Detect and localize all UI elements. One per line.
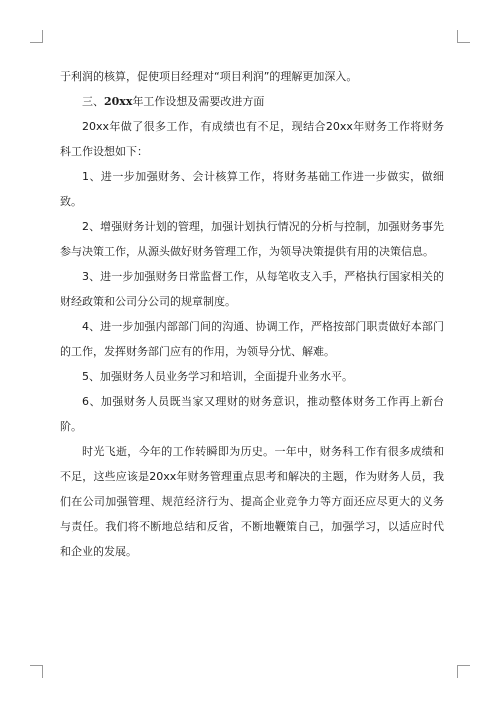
corner-mark-top-left	[30, 30, 43, 43]
paragraph-conclusion: 时光飞逝，今年的工作转瞬即为历史。一年中，财务科工作有很多成绩和不足，这些应该是20xx年财务管理重点思考和解决的主题，作为财务人员，我们在公司加强管理、规范经济行为、提高企业竞争力等方面还应尽更大的义务与责任。我们将不断地总结和反省，不断地鞭策自己，加强学习，以适应时代和企业的发展。	[60, 445, 444, 558]
list-item-2: 2、增强财务计划的管理，加强计划执行情况的分析与控制，加强财务事先参与决策工作，从源头做好财务管理工作，为领导决策提供有用的决策信息。	[60, 220, 444, 258]
section-heading	[60, 89, 444, 114]
list-item-6: 6、加强财务人员既当家又理财的财务意识，推动整体财务工作再上新台阶。	[60, 395, 444, 433]
list-item-1: 1、进一步加强财务、会计核算工作，将财务基础工作进一步做实，做细致。	[60, 170, 444, 208]
heading-title: 年工作设想及需要改进方面	[132, 95, 265, 108]
heading-prefix: 三、	[82, 95, 104, 108]
list-item-5: 5、加强财务人员业务学习和培训，全面提升业务水平。	[82, 370, 353, 383]
corner-mark-top-right	[457, 30, 470, 43]
list-item-4: 4、进一步加强内部部门间的沟通、协调工作，严格按部门职责做好本部门的工作，发挥财务部门应有的作用，为领导分忧、解难。	[60, 320, 444, 358]
heading-year: 20xx	[104, 95, 133, 108]
corner-mark-bottom-left	[30, 665, 43, 678]
paragraph-continuation: 于利润的核算，促使项目经理对“项目利润”的理解更加深入。	[60, 70, 358, 83]
document-body	[60, 64, 444, 564]
corner-mark-bottom-right	[457, 665, 470, 678]
list-item-3: 3、进一步加强财务日常监督工作，从每笔收支入手，严格执行国家相关的财经政策和公司分公司的规章制度。	[60, 270, 444, 308]
paragraph-intro: 20xx年做了很多工作，有成绩也有不足，现结合20xx年财务工作将财务科工作设想如下：	[60, 120, 444, 158]
